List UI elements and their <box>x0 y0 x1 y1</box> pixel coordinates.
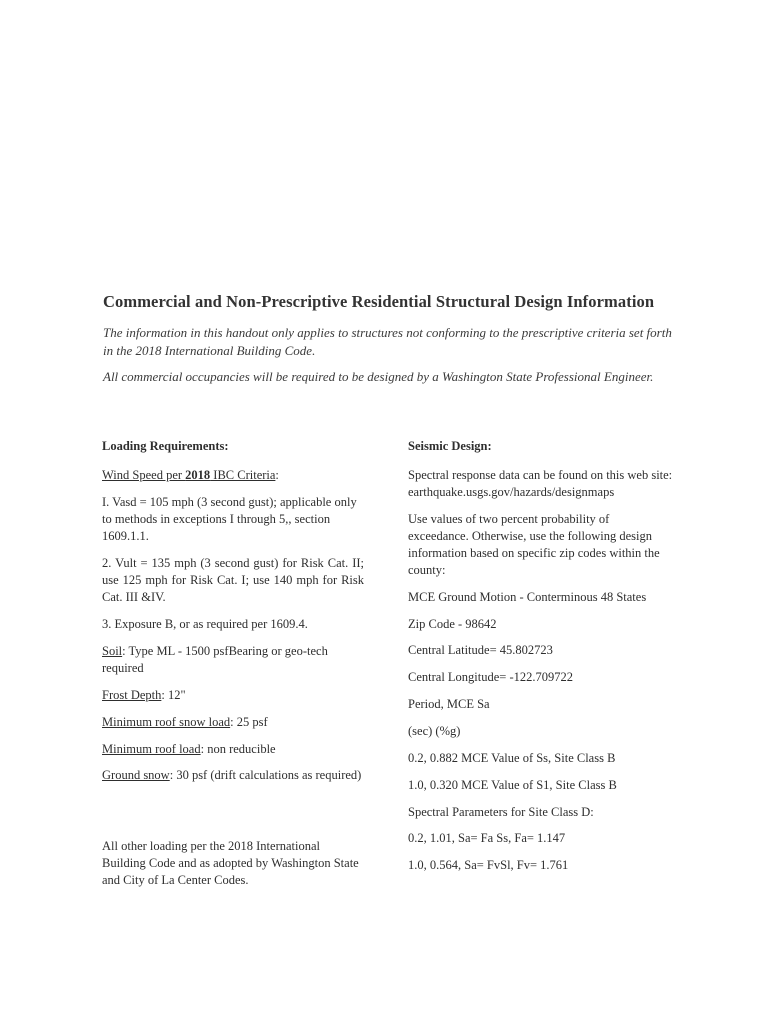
wind-label-colon: : <box>275 468 279 482</box>
seismic-heading: Seismic Design: <box>408 439 492 453</box>
wind-item-1: I. Vasd = 105 mph (3 second gust); applicable only to methods in exceptions I through 5,, section 1609.1.1. <box>102 495 357 543</box>
ss-value: 0.2, 0.882 MCE Value of Ss, Site Class B <box>408 751 616 765</box>
wind-label-pre: Wind Speed per <box>102 468 186 482</box>
roof-load-label: Minimum roof load <box>102 742 201 756</box>
fv-value: 1.0, 0.564, Sa= FvSl, Fv= 1.761 <box>408 858 569 872</box>
ground-snow-value: : 30 psf (drift calculations as required) <box>169 768 362 782</box>
roof-snow-load-value: : 25 psf <box>230 715 268 729</box>
wind-label-post: IBC Criteria <box>210 468 276 482</box>
period-label: Period, MCE Sa <box>408 697 490 711</box>
wind-label-year: 2018 <box>185 468 211 482</box>
roof-load-value: : non reducible <box>200 742 276 756</box>
fa-value: 0.2, 1.01, Sa= Fa Ss, Fa= 1.147 <box>408 831 566 845</box>
mce-ground-motion: MCE Ground Motion - Conterminous 48 States <box>408 590 647 604</box>
frost-depth-value: : 12" <box>161 688 186 702</box>
wind-item-3: 3. Exposure B, or as required per 1609.4. <box>102 617 308 631</box>
roof-snow-load-line <box>102 714 364 731</box>
frost-depth-line <box>102 687 364 704</box>
intro-paragraph-scope: The information in this handout only applies to structures not conforming to the prescriptive criteria set forth in the 2018 International Building Code. <box>103 325 672 358</box>
sec-units-label: (sec) (%g) <box>408 724 461 738</box>
central-longitude: Central Longitude= -122.709722 <box>408 670 574 684</box>
ground-snow-label: Ground snow <box>102 768 170 782</box>
loading-heading: Loading Requirements: <box>102 439 229 453</box>
probability-note: Use values of two percent probability of exceedance. Otherwise, use the following design information based on specific zip codes within the county: <box>408 512 660 577</box>
frost-depth-label: Frost Depth <box>102 688 162 702</box>
spectral-response-note: Spectral response data can be found on this web site: earthquake.usgs.gov/hazards/designmaps <box>408 468 673 499</box>
s1-value: 1.0, 0.320 MCE Value of S1, Site Class B <box>408 778 617 792</box>
ground-snow-line <box>102 767 364 784</box>
intro-paragraph-engineer: All commercial occupancies will be required to be designed by a Washington State Professional Engineer. <box>103 369 654 384</box>
roof-snow-load-label: Minimum roof snow load <box>102 715 231 729</box>
soil-label: Soil <box>102 644 123 658</box>
other-loading-note: All other loading per the 2018 International Building Code and as adopted by Washington State and City of La Center Codes. <box>102 839 359 887</box>
wind-speed-label <box>102 467 364 484</box>
soil-value: : Type ML - 1500 psfBearing or geo-tech required <box>102 644 328 675</box>
roof-load-line <box>102 741 364 758</box>
zip-code: Zip Code - 98642 <box>408 617 497 631</box>
site-class-d-heading: Spectral Parameters for Site Class D: <box>408 805 594 819</box>
wind-item-2: 2. Vult = 135 mph (3 second gust) for Risk Cat. II; use 125 mph for Risk Cat. I; use 140 mph for Risk Cat. III &IV. <box>102 556 364 604</box>
document-title: Commercial and Non-Prescriptive Residential Structural Design Information <box>103 292 655 311</box>
wind-speed-label-text <box>102 468 275 482</box>
soil-line <box>102 643 364 677</box>
central-latitude: Central Latitude= 45.802723 <box>408 643 553 657</box>
